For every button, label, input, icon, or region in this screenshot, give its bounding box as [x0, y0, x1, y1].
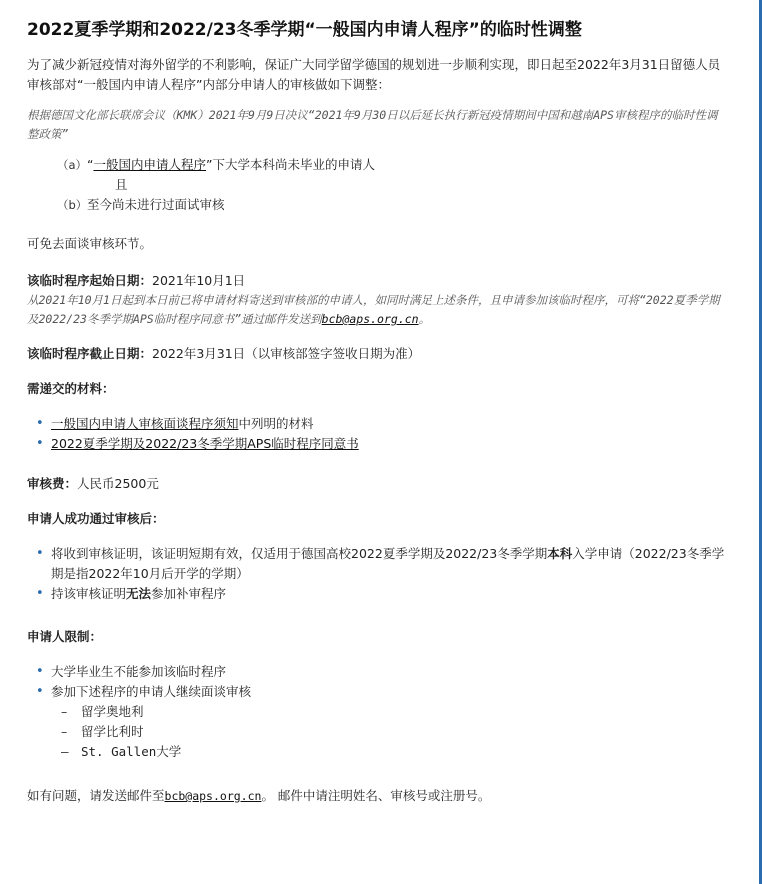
limits-list: [27, 662, 727, 702]
list-item: [27, 434, 727, 454]
limits-heading: 申请人限制：: [27, 629, 103, 644]
sub-list-item: – 留学比利时: [27, 722, 727, 742]
sub-list-item: – St. Gallen大学: [27, 742, 727, 762]
condition-b-text: 至今尚未进行过面试审核: [87, 197, 225, 212]
interview-guide-link[interactable]: 一般国内申请人审核面谈程序须知: [51, 416, 239, 431]
list-item: • 大学毕业生不能参加该临时程序: [27, 662, 727, 682]
list-item: • 持该审核证明无法参加补审程序: [27, 584, 727, 604]
intro-paragraph: 为了减少新冠疫情对海外留学的不利影响，保证广大同学留学德国的规划进一步顺利实现，即日起至2022年3月31日留德人员审核部对“一般国内申请人程序”内部分申请人的审核做如下调整：: [27, 57, 721, 92]
start-date-section: [27, 271, 727, 291]
condition-b: [57, 195, 727, 215]
conditions-list: [57, 155, 727, 215]
condition-and: 且: [115, 177, 128, 192]
list-item: • 参加下述程序的申请人继续面谈审核: [27, 682, 727, 702]
exemption-text: 可免去面谈审核环节。: [27, 236, 153, 251]
fee-section: [27, 474, 727, 494]
start-date-note: 从2021年10月1日起到本日前已将申请材料寄送到审核部的申请人，如同时满足上述条件，且申请参加该临时程序，可将“2022夏季学期及2022/23冬季学期APS临时程序同意书”通过邮件发送到bcb@aps.org.cn。: [27, 293, 720, 326]
fee-label: 审核费：: [27, 476, 78, 491]
email-link[interactable]: bcb@aps.org.cn: [321, 312, 419, 326]
materials-list: [27, 414, 727, 454]
consent-form-link[interactable]: 2022夏季学期及2022/23冬季学期APS临时程序同意书: [51, 436, 359, 451]
materials-heading: 需递交的材料：: [27, 381, 115, 396]
legal-basis-note: 根据德国文化部长联席会议（KMK）2021年9月9日决议“2021年9月30日以后延长执行新冠疫情期间中国和越南APS审核程序的临时性调整政策”: [27, 108, 718, 141]
condition-a-marker: （a）: [57, 158, 88, 172]
contact-email-link[interactable]: bcb@aps.org.cn: [164, 789, 262, 803]
after-pass-heading: 申请人成功通过审核后：: [27, 511, 165, 526]
start-date-label: 该临时程序起始日期：: [27, 273, 153, 288]
contact-text: 如有问题，请发送邮件至bcb@aps.org.cn。 邮件中请注明姓名、审核号或注册号。: [27, 788, 491, 803]
general-program-link[interactable]: 一般国内申请人程序: [93, 157, 206, 172]
list-item: • 将收到审核证明，该证明短期有效，仅适用于德国高校2022夏季学期及2022/23冬季学期本科入学申请（2022/23冬季学期是指2022年10月后开学的学期）: [27, 544, 727, 584]
after-pass-list: [27, 544, 727, 604]
end-date-section: [27, 344, 727, 364]
condition-a-text: ”下大学本科尚未毕业的申请人: [206, 157, 375, 172]
quote-open: “: [87, 157, 94, 172]
list-item: • 一般国内申请人审核面谈程序须知中列明的材料: [27, 414, 727, 434]
page-title: 2022夏季学期和2022/23冬季学期“一般国内申请人程序”的临时性调整: [27, 20, 582, 40]
condition-b-marker: （b）: [57, 198, 88, 212]
end-date-label: 该临时程序截止日期：: [27, 346, 153, 361]
start-date-value: 2021年10月1日: [152, 273, 246, 288]
fee-value: 人民币2500元: [77, 476, 159, 491]
condition-a: [57, 155, 727, 175]
sub-list-item: – 留学奥地利: [27, 702, 727, 722]
end-date-value: 2022年3月31日（以审核部签字签收日期为准）: [152, 346, 421, 361]
announcement-content: [27, 18, 727, 806]
limits-sublist: [27, 702, 727, 762]
